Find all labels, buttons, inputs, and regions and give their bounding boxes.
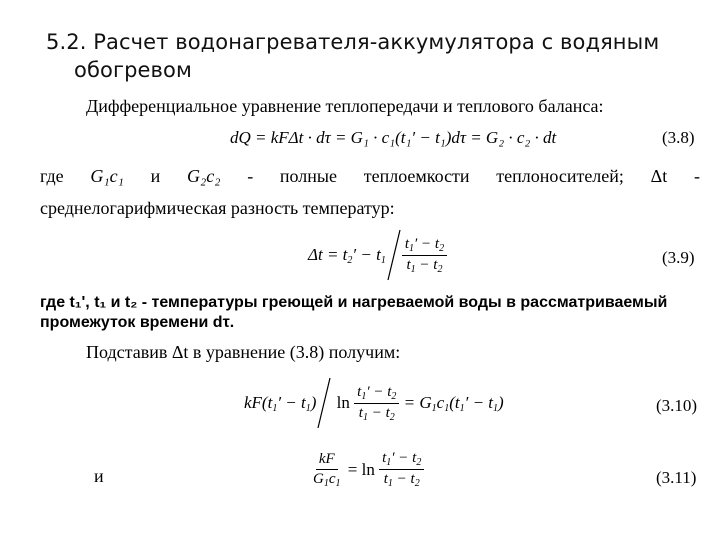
temps-desc-line1: где t₁', t₁ и t₂ - температуры греющей и нагреваемой воды в рассматриваемый bbox=[40, 294, 668, 311]
equation-3-11-number: (3.11) bbox=[656, 468, 697, 487]
equation-3-10-fraction: $\frac{t_1' - t_2}{t_1 - t_2}$ bbox=[354, 384, 399, 423]
mean-log-text: среднелогарифмическая разность температур: bbox=[40, 198, 395, 218]
where-row bbox=[40, 166, 700, 187]
substitute-text: Подставив Δt в уравнение (3.8) получим: bbox=[86, 342, 401, 362]
g1c1-symbol: G₁c₁ bbox=[90, 166, 124, 186]
fraction-slash-2 bbox=[316, 376, 332, 430]
delta-t-symbol: Δt bbox=[650, 166, 668, 186]
slide-title-line2: обогревом bbox=[74, 58, 192, 82]
equation-3-9-number: (3.9) bbox=[662, 248, 695, 267]
word-heat-capacity: теплоемкости bbox=[363, 166, 470, 186]
temps-desc-line2: промежуток времени dτ. bbox=[40, 314, 235, 331]
equation-3-11-left-fraction: $\frac{kF}{G_1c_1}$ bbox=[313, 450, 341, 489]
fraction-slash bbox=[386, 228, 402, 282]
equation-3-9: $\Delta t = t_2' - t_1$ $\frac{t_1' - t_2}{t_1 - t_2}$ bbox=[308, 228, 447, 282]
dash: - bbox=[247, 166, 254, 186]
word-heat-carriers: теплоносителей; bbox=[496, 166, 624, 186]
equation-3-11: $\frac{kF}{G_1c_1}$ = ln $\frac{t_1' - t_2}{t_1 - t_2}$ bbox=[310, 450, 424, 489]
equation-3-8 bbox=[230, 128, 556, 148]
equation-3-10: $kF(t_1' - t_1)$ ln $\frac{t_1' - t_2}{t_1 - t_2}$ = $G_1c_1(t_1' - t_1)$ bbox=[244, 376, 504, 430]
where-word: где bbox=[40, 166, 64, 186]
and-word: и bbox=[150, 166, 161, 186]
intro-text: Дифференциальное уравнение теплопередачи и теплового баланса: bbox=[86, 96, 604, 116]
equation-3-8-number: (3.8) bbox=[662, 128, 695, 147]
equation-3-9-fraction: $\frac{t_1' - t_2}{t_1 - t_2}$ bbox=[402, 236, 447, 275]
dash-2: - bbox=[693, 166, 700, 186]
g2c2-symbol: G₂c₂ bbox=[186, 166, 221, 186]
equation-3-10-number: (3.10) bbox=[656, 396, 698, 415]
slide-title-line1: 5.2. Расчет водонагревателя-аккумулятора с водяным bbox=[46, 30, 660, 54]
equation-3-11-right-fraction: $\frac{t_1' - t_2}{t_1 - t_2}$ bbox=[379, 450, 424, 489]
equation-3-8-formula: dQ = kFΔt · dτ = G₁ · c₁(t₁′ − t₁)dτ = G₂ · c₂ · dt bbox=[230, 128, 557, 147]
word-full: полные bbox=[279, 166, 337, 186]
and-label: и bbox=[94, 466, 104, 486]
